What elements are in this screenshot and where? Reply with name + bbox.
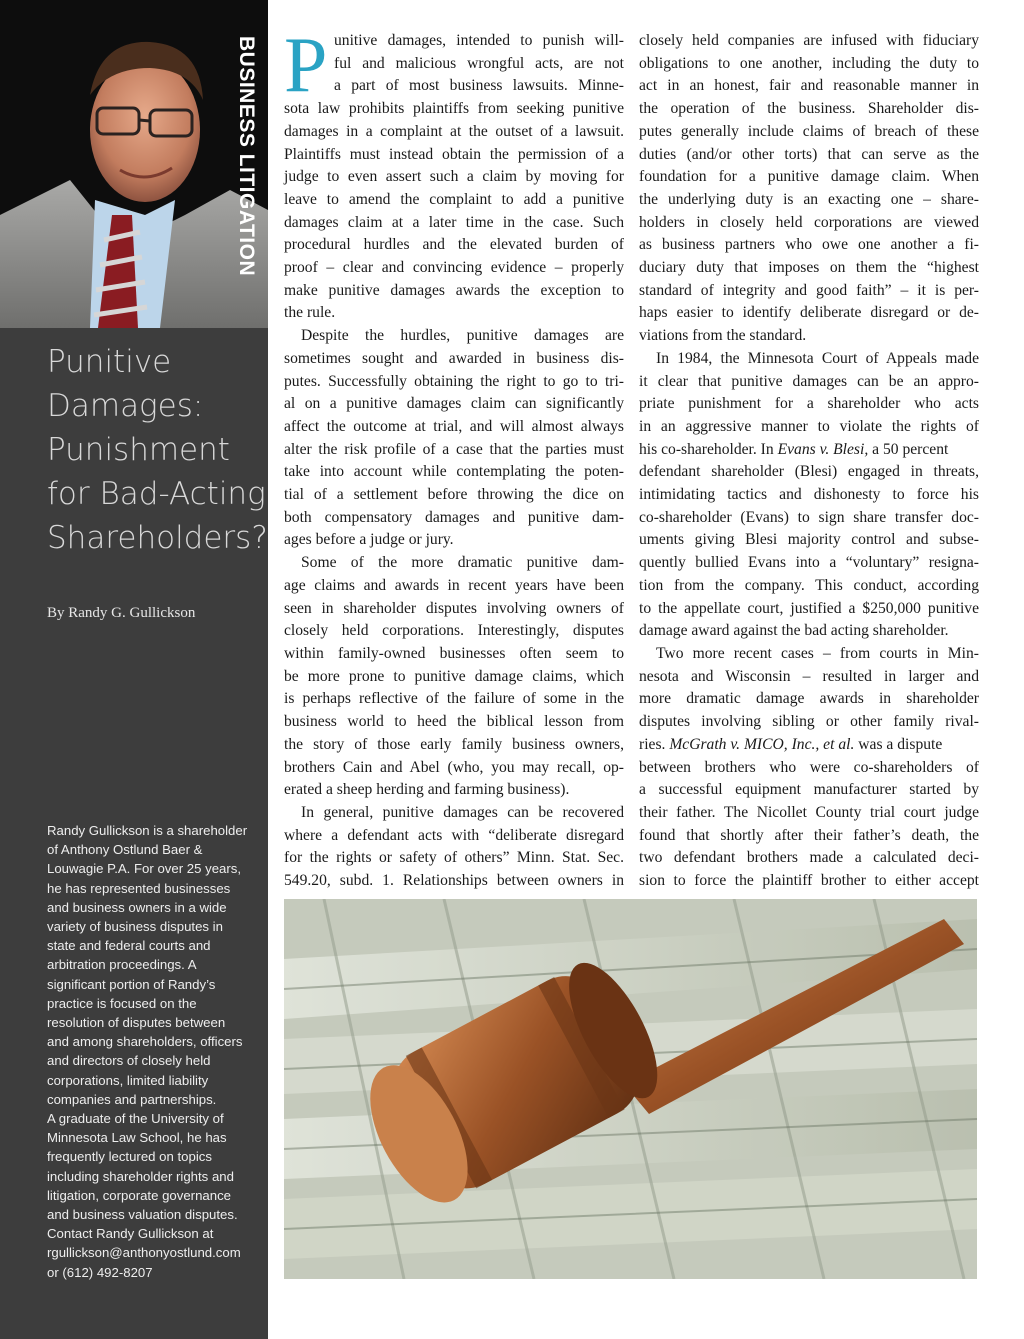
text-line (639, 439, 979, 462)
text-line: the underlying duty is an exacting one – share- (639, 190, 979, 208)
sidebar (0, 0, 268, 1339)
text-line: the operation of the business. Shareholder dis- (639, 100, 979, 118)
bio-line: resolution of disputes between (47, 1015, 226, 1031)
text-run: his co-shareholder. In (639, 440, 778, 458)
case-name: McGrath v. MICO, Inc., et al. (669, 735, 855, 753)
text-run: a 50 percent (868, 440, 949, 458)
article-title (47, 340, 268, 560)
bio-line: Contact Randy Gullickson at (47, 1226, 214, 1242)
text-line: a successful equipment manufacturer started by (639, 781, 979, 799)
bio-line: practice is focused on the (47, 995, 197, 1011)
title-line: Shareholders? (47, 520, 268, 556)
text-line: 549.20, subd. 1. Relationships between owners in (284, 872, 624, 890)
text-line: found that shortly after their father’s death, the (639, 826, 979, 844)
text-line: tial of a settlement before throwing the dice on (284, 486, 624, 504)
text-line: procedural hurdles and the elevated burden of (284, 236, 624, 254)
text-line: In 1984, the Minnesota Court of Appeals made (656, 349, 979, 367)
text-line: their father. The Nicollet County trial court judge (639, 803, 979, 821)
text-line: unitive damages, intended to punish will- (334, 32, 624, 49)
text-line: closely held companies are infused with fiduciary (639, 32, 979, 49)
title-line: Damages: (47, 388, 204, 424)
text-line: where a defendant acts with “deliberate disregard (284, 826, 624, 844)
text-line: intimidating tactics and dishonesty to force his (639, 486, 979, 504)
text-line: haps easier to identify deliberate disregard or de- (639, 304, 979, 322)
text-line: affect the outcome at trial, and will almost always (284, 417, 624, 435)
text-line: putes. Successfully obtaining the right to go to tri- (284, 372, 624, 390)
text-line: damages claim at a later time in the case. Such (284, 213, 624, 231)
text-line: holders in closely held corporations are viewed (639, 213, 979, 231)
bio-line: arbitration proceedings. A (47, 957, 197, 973)
text-line: Some of the more dramatic punitive dam- (301, 554, 624, 572)
title-line: Punitive (47, 344, 172, 380)
bio-line: and business owners in a wide (47, 899, 227, 915)
bio-line: frequently lectured on topics (47, 1149, 212, 1165)
text-line: seen in shareholder disputes involving owners of (284, 599, 624, 617)
text-line: for the rights or safety of others” Minn. Stat. Sec. (284, 849, 624, 867)
text-line: sometimes sought and awarded in business dis- (284, 349, 624, 367)
article-column-1 (284, 21, 624, 893)
section-label: BUSINESS LITIGATION (235, 36, 258, 277)
text-line: alter the risk profile of a case that the parties must (284, 440, 624, 458)
text-line: more dramatic damage awards in shareholder (639, 690, 979, 708)
bio-line: and among shareholders, officers (47, 1034, 243, 1050)
text-line: Plaintiffs must instead obtain the permission of a (284, 145, 624, 163)
text-line: priate punishment for a shareholder who acts (639, 395, 979, 413)
text-line: damages in a complaint at the outset of a lawsuit. (284, 122, 624, 140)
drop-cap: P (284, 21, 328, 108)
text-line: to the appellate court, justified a $250,000 punitive (639, 599, 979, 617)
text-line: duties (and/or other torts) that can serve as the (639, 145, 979, 163)
text-line: take into account while contemplating the poten- (284, 463, 624, 481)
text-line: both compensatory damages and punitive dam- (284, 508, 624, 526)
bio-line: he has represented businesses (47, 880, 231, 896)
text-line: act in an honest, fair and reasonable manner in (639, 77, 979, 95)
text-line: in an aggressive manner to violate the rights of (639, 417, 979, 435)
text-line: leave to amend the complaint to add a punitive (284, 190, 624, 208)
text-line: within family-owned businesses often seem to (284, 644, 624, 662)
text-line: age claims and awards in recent years have been (284, 576, 624, 594)
text-line: Despite the hurdles, punitive damages are (301, 327, 624, 345)
text-line (639, 734, 979, 757)
bio-line: Minnesota Law School, he has (47, 1130, 227, 1146)
text-line: damage award against the bad acting shareholder. (639, 622, 949, 640)
text-line: ages before a judge or jury. (284, 531, 454, 549)
case-name: Evans v. Blesi, (777, 440, 869, 458)
bio-line: corporations, limited liability (47, 1072, 209, 1088)
text-line: is perhaps reflective of the failure of some in the (284, 690, 624, 708)
text-line: it clear that punitive damages can be an appro- (639, 372, 979, 390)
bio-line: significant portion of Randy’s (47, 976, 216, 992)
bio-line: variety of business disputes in (47, 919, 223, 935)
text-line: proof – clear and convincing evidence – properly (284, 259, 624, 277)
text-line: quently bullied Evans into a “voluntary” resigna- (639, 554, 979, 572)
text-line: viations from the standard. (639, 327, 807, 345)
bio-line: state and federal courts and (47, 938, 211, 954)
bio-line: and directors of closely held (47, 1053, 211, 1069)
article-column-2 (639, 30, 979, 893)
title-line: for Bad-Acting (47, 476, 266, 512)
text-line: duciary duty that imposes on them the “highest (639, 259, 979, 277)
gavel-photo (284, 899, 977, 1279)
bio-line: Louwagie P.A. For over 25 years, (47, 861, 242, 877)
text-line: obligations to one another, including the duty to (639, 54, 979, 72)
text-line: the story of those early family business owners, (284, 735, 624, 753)
bio-line: including shareholder rights and (47, 1168, 234, 1184)
text-line: between brothers who were co-shareholders of (639, 758, 979, 776)
text-line: sion to force the plaintiff brother to either accept (639, 872, 979, 890)
text-line: a part of most business lawsuits. Minne- (334, 77, 624, 95)
author-byline: By Randy G. Gullickson (47, 605, 196, 621)
text-run: ries. (639, 735, 670, 753)
text-line: be more prone to punitive damage claims, which (284, 667, 624, 685)
text-line: business world to heed the biblical lesson from (284, 713, 624, 731)
bio-line: A graduate of the University of (47, 1111, 224, 1127)
text-line: two defendant brothers made a calculated deci- (639, 849, 979, 867)
text-line: In general, punitive damages can be recovered (301, 803, 624, 821)
author-bio (47, 821, 262, 1282)
bio-phone: or (612) 492-8207 (47, 1264, 153, 1280)
text-line: co-shareholder (Evans) to sign share transfer doc- (639, 508, 979, 526)
text-line: Two more recent cases – from courts in Min- (656, 644, 979, 662)
bio-email[interactable]: rgullickson@anthonyostlund.com (47, 1245, 241, 1261)
title-line: Punishment (47, 432, 230, 468)
bio-line: and business valuation disputes. (47, 1207, 238, 1223)
text-line: judge to even assert such a claim by moving for (284, 168, 624, 186)
text-line: make punitive damages awards the exception to (284, 281, 624, 299)
text-line: disputes involving sibling or other family rival- (639, 713, 979, 731)
text-line: the rule. (284, 304, 336, 322)
text-line: standard of integrity and good faith” – it is per- (639, 281, 979, 299)
bio-line: Randy Gullickson is a shareholder (47, 823, 248, 838)
text-line: brothers Cain and Abel (who, you may recall, op- (284, 758, 624, 776)
text-line: defendant shareholder (Blesi) engaged in threats, (639, 463, 979, 481)
text-line: putes generally include claims of breach of these (639, 122, 979, 140)
bio-line: of Anthony Ostlund Baer & (47, 842, 203, 858)
text-line: tion from the company. This conduct, according (639, 576, 979, 594)
text-line: closely held corporations. Interestingly, disputes (284, 622, 624, 640)
text-line: al on a punitive damages claim can significantly (284, 395, 624, 413)
text-line: erated a sheep herding and farming business). (284, 781, 570, 799)
bio-line: companies and partnerships. (47, 1091, 217, 1107)
text-line: ful and malicious wrongful acts, are not (334, 54, 624, 72)
text-line: nesota and Wisconsin – resulted in larger and (639, 667, 979, 685)
text-line: foundation for a punitive damage claim. When (639, 168, 979, 186)
text-line: sota law prohibits plaintiffs from seeking punitive (284, 100, 624, 118)
text-run: was a dispute (854, 735, 943, 753)
text-line: uments giving Blesi majority control and subse- (639, 531, 979, 549)
bio-line: litigation, corporate governance (47, 1187, 232, 1203)
text-line: as business partners who owe one another a fi- (639, 236, 979, 254)
